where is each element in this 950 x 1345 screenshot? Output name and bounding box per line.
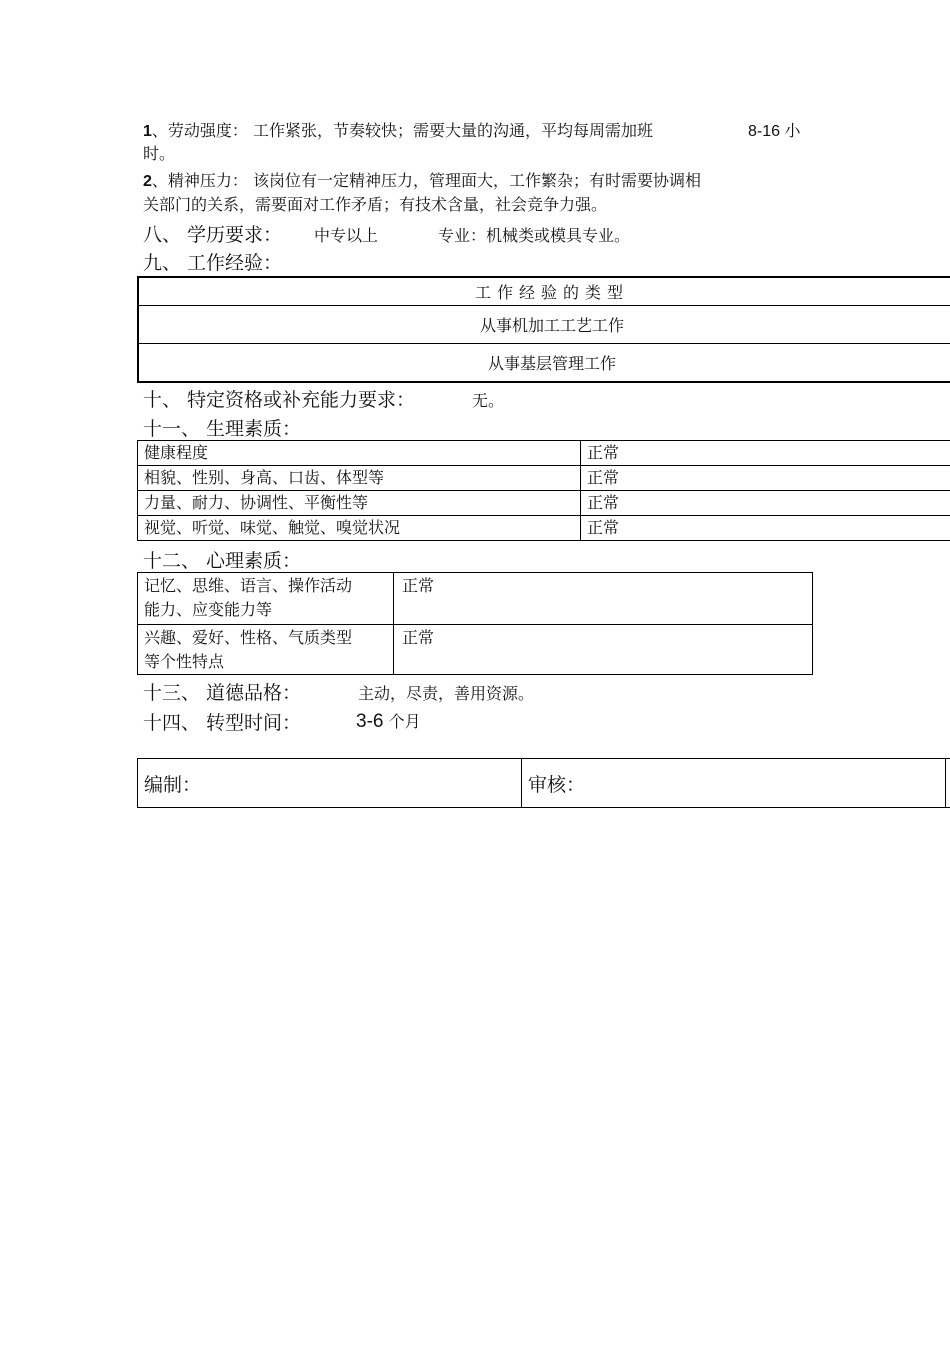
table-row [138, 491, 950, 516]
psychological-item [138, 573, 394, 625]
table-row [138, 625, 813, 675]
mental-pressure-text: 、精神压力： 该岗位有一定精神压力，管理面大，工作繁杂；有时需要协调相 [151, 171, 701, 190]
transition-value-number: 3-6 [356, 711, 384, 732]
qualification-value: 无。 [472, 391, 505, 410]
experience-row: 从事机加工工艺工作 [138, 306, 950, 344]
moral-heading: 十三、 道德品格： [143, 682, 302, 704]
item-labor-intensity [143, 120, 653, 143]
psychological-value: 正常 [394, 625, 813, 675]
overtime-hours [748, 120, 801, 143]
physical-table [137, 440, 950, 541]
overtime-hours-unit: 小 [784, 121, 801, 140]
moral-value: 主动，尽责，善用资源。 [358, 684, 535, 703]
qualification-heading: 十、 特定资格或补充能力要求： [143, 389, 416, 411]
overtime-hours-value: 8-16 [748, 123, 781, 140]
table-row [138, 759, 950, 808]
physical-item: 相貌、性别、身高、口齿、体型等 [138, 466, 581, 491]
transition-heading: 十四、 转型时间： [143, 712, 302, 734]
education-value: 中专以上 [314, 226, 379, 245]
psychological-heading: 十二、 心理素质： [143, 550, 302, 572]
psychological-item-line: 能力、应变能力等 [144, 600, 273, 619]
compiled-by-cell: 编制： [138, 759, 522, 808]
reviewed-by-cell: 审核： [522, 759, 946, 808]
experience-table [137, 276, 950, 383]
psychological-value: 正常 [394, 573, 813, 625]
labor-intensity-text: 、劳动强度： 工作紧张，节奏较快；需要大量的沟通，平均每周需加班 [151, 121, 653, 140]
physical-item: 力量、耐力、协调性、平衡性等 [138, 491, 581, 516]
physical-value: 正常 [581, 491, 950, 516]
physical-item: 视觉、听觉、味觉、触觉、嗅觉状况 [138, 516, 581, 541]
mental-pressure-line2: 关部门的关系，需要面对工作矛盾；有技术含量，社会竞争力强。 [143, 195, 608, 214]
extra-cell [946, 759, 950, 808]
table-row [138, 441, 950, 466]
table-row [138, 516, 950, 541]
experience-table-header: 工作经验的类型 [474, 283, 629, 302]
physical-heading: 十一、 生理素质： [143, 418, 302, 440]
experience-heading: 九、 工作经验： [143, 252, 283, 274]
education-heading: 八、 学历要求： [143, 224, 283, 246]
transition-value [356, 709, 421, 733]
item-mental-pressure [143, 170, 701, 193]
experience-row: 从事基层管理工作 [138, 344, 950, 383]
physical-value: 正常 [581, 466, 950, 491]
labor-intensity-line2: 时。 [143, 144, 176, 163]
major-value: 专业：机械类或模具专业。 [438, 226, 631, 245]
psychological-item-line: 兴趣、爱好、性格、气质类型 [144, 628, 353, 647]
signature-table [137, 758, 950, 808]
table-row [138, 466, 950, 491]
psychological-table [137, 572, 813, 675]
table-row [138, 573, 813, 625]
psychological-item-line: 等个性特点 [144, 652, 225, 671]
item-number: 1 [143, 123, 152, 140]
physical-value: 正常 [581, 441, 950, 466]
item-number: 2 [143, 173, 152, 190]
physical-value: 正常 [581, 516, 950, 541]
physical-item: 健康程度 [138, 441, 581, 466]
transition-value-unit: 个月 [388, 712, 421, 731]
psychological-item [138, 625, 394, 675]
psychological-item-line: 记忆、思维、语言、操作活动 [144, 576, 353, 595]
